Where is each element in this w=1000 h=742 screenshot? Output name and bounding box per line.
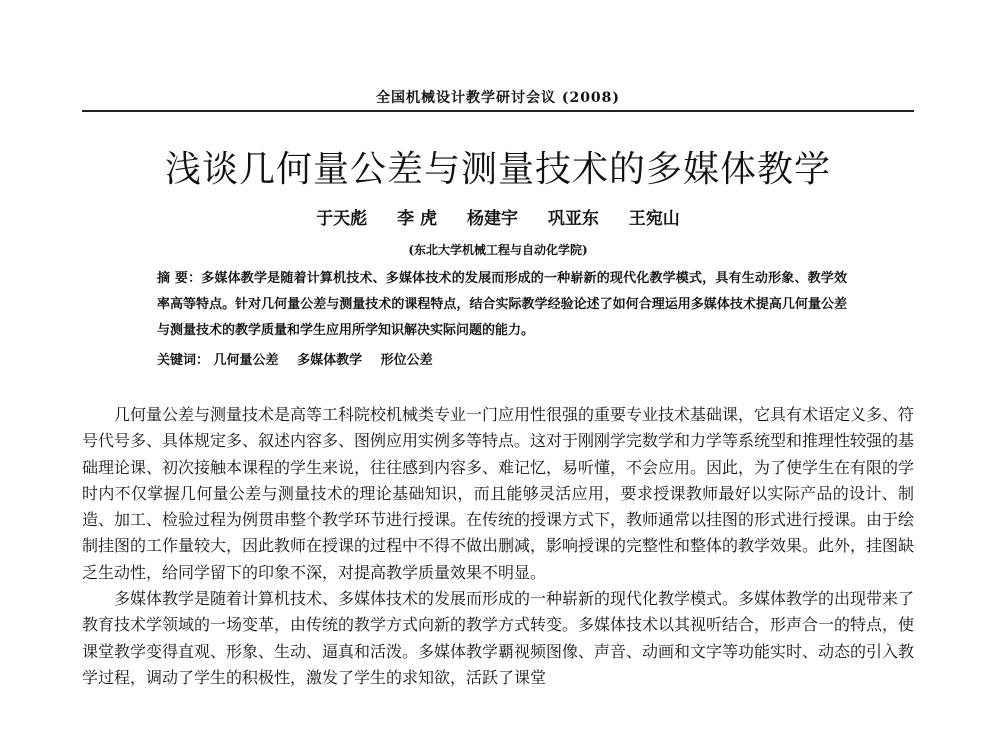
paragraph: 多媒体教学是随着计算机技术、多媒体技术的发展而形成的一种崭新的现代化教学模式。多媒体教学的出现带来了教育技术学领域的一场变革，由传统的教学方式向新的教学方式转变。多媒体技术以其视听结合，形声合一的特点，使课堂教学变得直观、形象、生动、逼真和活泼。多媒体教学覇视频图像、声音、动画和文字等功能实时、动态的引入教学过程，调动了学生的积极性，激发了学生的求知欲，活跃了课堂 (82, 589, 915, 687)
author: 巩亚东 (547, 209, 599, 229)
running-header: 全国机械设计教学研讨会议 (2008) (375, 90, 621, 106)
author: 杨建宇 (466, 209, 518, 229)
keywords-label: 关键词： (157, 353, 210, 368)
affiliation: (东北大学机械工程与自动化学院) (408, 243, 588, 257)
author: 李 虎 (397, 209, 438, 229)
abstract-label: 摘 要： (157, 271, 202, 286)
abstract-text: 多媒体教学是随着计算机技术、多媒体技术的发展而形成的一种崭新的现代化教学模式，具有生动形象、教学效率高等特点。针对几何量公差与测量技术的课程特点，结合实际教学经验论述了如何合理运用多媒体技术提高几何量公差与测量技术的教学质量和学生应用所学知识解决实际问题的能力。 (157, 271, 847, 338)
author-list (82, 206, 914, 232)
keyword: 多媒体教学 (297, 353, 363, 368)
header-rule (82, 110, 914, 112)
keyword: 形位公差 (380, 353, 433, 368)
abstract (157, 266, 847, 344)
body-text (82, 402, 914, 691)
keywords (157, 348, 847, 374)
keyword: 几何量公差 (213, 353, 279, 368)
author: 王宛山 (628, 209, 680, 229)
author: 于天彪 (316, 209, 368, 229)
paper-title: 浅谈几何量公差与测量技术的多媒体教学 (164, 149, 831, 190)
paragraph: 几何量公差与测量技术是高等工科院校机械类专业一门应用性很强的重要专业技术基础课，它具有术语定义多、符号代号多、具体规定多、叙述内容多、图例应用实例多等特点。这对于刚刚学完数学和力学等系统型和推理性较强的基础理论课、初次接触本课程的学生来说，往往感到内容多、难记忆，易听懂，不会应用。因此，为了使学生在有限的学时内不仅掌握几何量公差与测量技术的理论基础知识，而且能够灵活应用，要求授课教师最好以实际产品的设计、制造、加工、检验过程为例贯串整个教学环节进行授课。在传统的授课方式下，教师通常以挂图的形式进行授课。由于绘制挂图的工作量较大，因此教师在授课的过程中不得不做出删减，影响授课的完整性和整体的教学效果。此外，挂图缺乏生动性，给同学留下的印象不深，对提高教学质量效果不明显。 (82, 405, 915, 582)
